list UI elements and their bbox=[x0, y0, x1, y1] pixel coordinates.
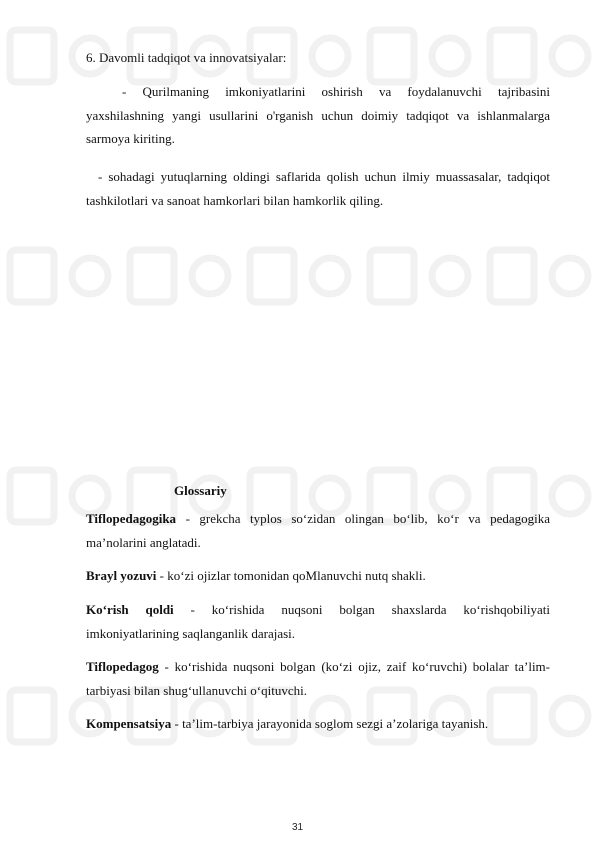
section-item-1: - Qurilmaning imkoniyatlarini oshirish va foydalanuvchi tajribasini yaxshilashning yangi usullarini o'rganish uchun doimiy tadqiqot va ishlanmalarga sarmoya kiriting. bbox=[86, 84, 550, 146]
glossary-title: Glossariy bbox=[174, 483, 227, 498]
glossary-term: Ko‘rish qoldi bbox=[86, 602, 174, 617]
glossary-definition: - ko‘zi ojizlar tomonidan qoMlanuvchi nutq shakli. bbox=[156, 568, 426, 583]
glossary-term: Kompensatsiya bbox=[86, 716, 172, 731]
watermark-tile bbox=[490, 30, 588, 82]
glossary-term: Tiflopedagogika bbox=[86, 511, 177, 526]
glossary-term: Tiflopedagog bbox=[86, 659, 159, 674]
watermark-tile bbox=[370, 30, 468, 82]
glossary-entry bbox=[86, 564, 550, 588]
watermark-tile bbox=[130, 250, 228, 302]
watermark-tile bbox=[370, 250, 468, 302]
section-heading: 6. Davomli tadqiqot va innovatsiyalar: bbox=[86, 50, 287, 65]
page-number: 31 bbox=[291, 822, 304, 833]
glossary-definition: - grekcha typlos so‘zidan olingan bo‘lib, ko‘r va pedagogika ma’nolarini anglatadi. bbox=[86, 511, 550, 550]
watermark-tile bbox=[490, 250, 588, 302]
glossary-definition: - ko‘rishida nuqsoni bolgan shaxslarda ko‘rishqobiliyati imkoniyatlarining saqlanganlik darajasi. bbox=[86, 602, 551, 641]
glossary-definition: - ta’lim-tarbiya jarayonida soglom sezgi a’zolariga tayanish. bbox=[171, 716, 489, 731]
glossary-entry bbox=[86, 712, 550, 736]
glossary-entry bbox=[86, 507, 550, 554]
glossary-definition: - ko‘rishida nuqsoni bolgan (ko‘zi ojiz, zaif ko‘ruvchi) bolalar ta’lim-tarbiyasi bilan shug‘ullanuvchi o‘qituvchi. bbox=[86, 659, 550, 698]
glossary-entry bbox=[86, 655, 550, 702]
watermark-tile bbox=[10, 250, 108, 302]
watermark-tile bbox=[250, 250, 348, 302]
glossary-entry bbox=[86, 598, 550, 645]
section-item-2: - sohadagi yutuqlarning oldingi saflarida qolish uchun ilmiy muassasalar, tadqiqot tashkilotlari va sanoat hamkorlari bilan hamkorlik qiling. bbox=[86, 169, 550, 208]
glossary-term: Brayl yozuvi bbox=[86, 568, 157, 583]
